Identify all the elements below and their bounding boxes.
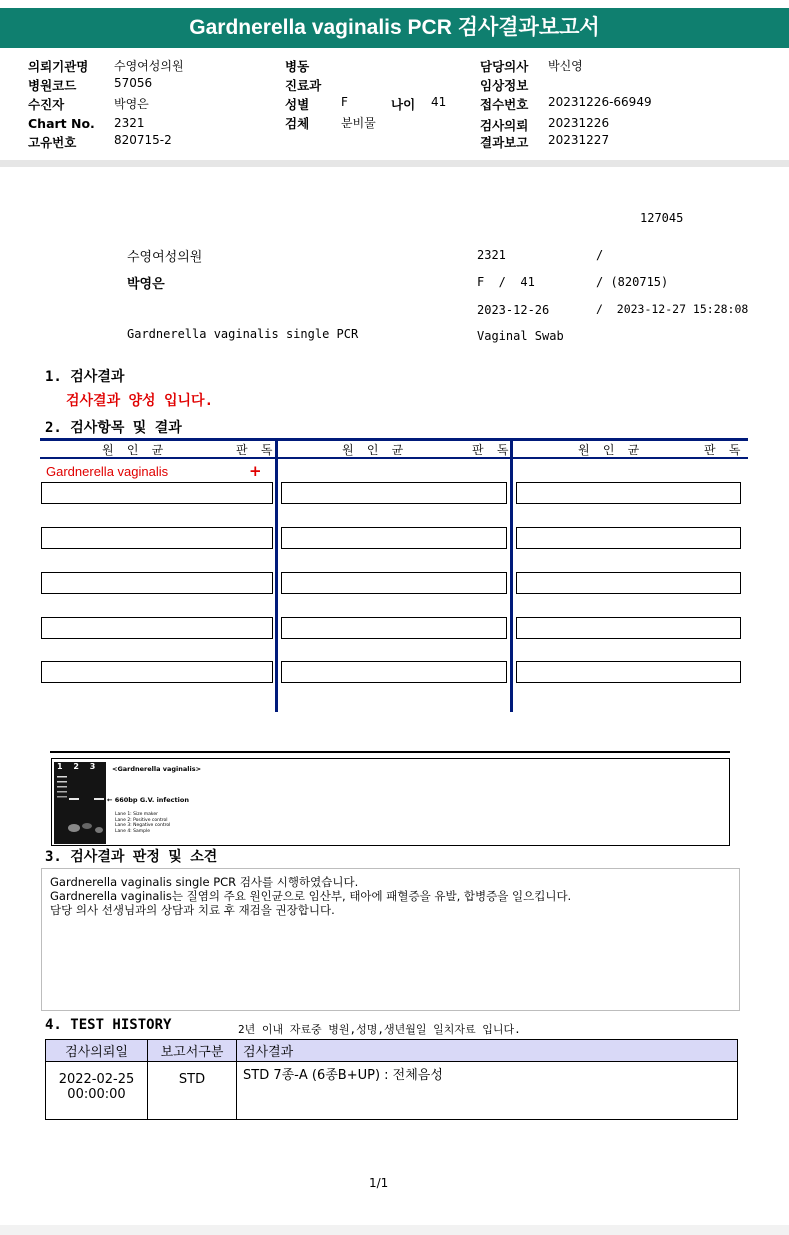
info-patient: 박영은 — [127, 277, 165, 292]
label-specimen: 검체 — [285, 116, 310, 131]
col-pathogen-3: 원 인 균 — [578, 443, 643, 457]
result-cell — [516, 482, 741, 504]
findings-line: Gardnerella vaginalis single PCR 검사를 시행하였습니다. — [50, 875, 359, 889]
report-title: Gardnerella vaginalis PCR 검사결과보고서 — [0, 8, 789, 48]
info-specimen: Vaginal Swab — [477, 329, 564, 343]
header-col-3 — [480, 57, 720, 152]
gel-lane-numbers: 1 2 3 4 — [57, 762, 116, 771]
col-pathogen-1: 원 인 균 — [102, 443, 167, 457]
header-col-2 — [285, 57, 465, 152]
gel-band-label: ← 660bp G.V. infection — [107, 796, 189, 804]
gel-legend-item: Lane 2: Positive control — [115, 817, 168, 823]
section3-title: 3. 검사결과 판정 및 소견 — [45, 849, 218, 865]
result-cell — [516, 572, 741, 594]
gel-legend-item: Lane 3: Negative control — [115, 823, 171, 828]
header-divider — [0, 160, 789, 167]
info-birth: / (820715) — [596, 275, 669, 289]
info-clinic: 수영여성의원 — [127, 250, 203, 265]
cell-request-date — [46, 1062, 148, 1120]
value-patient: 박영은 — [114, 97, 149, 111]
result-cell — [281, 617, 507, 639]
label-clinic: 의뢰기관명 — [28, 59, 89, 74]
label-doctor: 담당의사 — [480, 59, 529, 74]
page-number: 1/1 — [369, 1176, 389, 1190]
label-report-date: 결과보고 — [480, 135, 529, 150]
label-receipt-no: 접수번호 — [480, 97, 529, 112]
label-patient: 수진자 — [28, 97, 65, 112]
result-cell — [41, 617, 273, 639]
value-chart-no: 2321 — [114, 116, 145, 130]
cell-report-type: STD — [148, 1062, 237, 1120]
header-col-1 — [28, 57, 278, 152]
gel-electrophoresis-image — [54, 762, 106, 844]
gel-divider — [50, 751, 730, 753]
section1-result: 검사결과 양성 입니다. — [66, 393, 214, 409]
result-item-name: Gardnerella vaginalis — [46, 464, 169, 479]
gel-legend — [115, 812, 170, 834]
value-request-date: 20231226 — [548, 116, 610, 130]
result-cell — [281, 482, 507, 504]
result-cell — [516, 617, 741, 639]
result-cell — [281, 527, 507, 549]
test-history-table — [45, 1039, 738, 1120]
label-hospital-code: 병원코드 — [28, 78, 77, 93]
findings-line: 담당 의사 선생님과의 상담과 치료 후 재검을 권장합니다. — [50, 903, 335, 917]
info-date-reported: / 2023-12-27 15:28:08 — [596, 302, 749, 316]
gel-title: <Gardnerella vaginalis> — [112, 765, 202, 773]
result-cell — [41, 572, 273, 594]
result-cell — [281, 572, 507, 594]
value-hospital-code: 57056 — [114, 76, 153, 90]
result-cell — [516, 661, 741, 683]
findings-box — [41, 868, 740, 1011]
th-report-type: 보고서구분 — [148, 1040, 237, 1062]
label-request-date: 검사의뢰 — [480, 118, 529, 133]
history-time: 00:00:00 — [67, 1087, 126, 1102]
col-judgement-3: 판 독 — [704, 443, 744, 457]
info-chart: 2321 — [477, 248, 506, 262]
gel-legend-item: Lane 4: Sample — [115, 828, 150, 834]
value-unique-no: 820715-2 — [114, 133, 172, 147]
label-clinical-info: 임상정보 — [480, 78, 529, 93]
result-cell — [516, 527, 741, 549]
value-sex: F — [341, 95, 348, 109]
value-age: 41 — [431, 95, 447, 109]
info-date-received: 2023-12-26 — [477, 303, 550, 317]
label-ward: 병동 — [285, 59, 310, 74]
col-judgement-1: 판 독 — [236, 443, 276, 457]
col-judgement-2: 판 독 — [472, 443, 512, 457]
label-age: 나이 — [391, 97, 416, 112]
table-row — [46, 1062, 738, 1120]
th-result: 검사결과 — [237, 1040, 738, 1062]
section2-title: 2. 검사항목 및 결과 — [45, 420, 182, 436]
section1-title: 1. 검사결과 — [45, 369, 125, 385]
value-specimen: 분비물 — [341, 116, 376, 130]
label-chart-no: Chart No. — [28, 116, 95, 131]
report-code: 127045 — [640, 211, 684, 225]
value-receipt-no: 20231226-66949 — [548, 95, 652, 109]
label-unique-no: 고유번호 — [28, 135, 77, 150]
value-clinic: 수영여성의원 — [114, 59, 184, 73]
results-grid-divider-1 — [275, 438, 278, 712]
result-cell — [41, 527, 273, 549]
table-header-row — [46, 1040, 738, 1062]
findings-line: Gardnerella vaginalis는 질염의 주요 원인균으로 임산부, 태아에 패혈증을 유발, 합병증을 일으킵니다. — [50, 889, 572, 903]
cell-result: STD 7종-A (6종B+UP) : 전체음성 — [237, 1062, 738, 1120]
result-cell — [281, 661, 507, 683]
value-doctor: 박신영 — [548, 59, 583, 73]
gel-legend-item: Lane 1: Size maker — [115, 812, 158, 817]
result-cell — [41, 482, 273, 504]
label-sex: 성별 — [285, 97, 310, 112]
section4-note: 2년 이내 자료중 병원,성명,생년월일 일치자료 입니다. — [238, 1023, 521, 1036]
value-report-date: 20231227 — [548, 133, 610, 147]
results-grid-divider-2 — [510, 438, 513, 712]
info-sex-age: F / 41 — [477, 275, 535, 289]
label-dept: 진료과 — [285, 78, 322, 93]
info-test-name: Gardnerella vaginalis single PCR — [127, 327, 359, 341]
th-request-date: 검사의뢰일 — [46, 1040, 148, 1062]
result-item-value: + — [249, 462, 262, 480]
result-cell — [41, 661, 273, 683]
history-date: 2022-02-25 — [58, 1072, 135, 1087]
info-chart-slash: / — [596, 248, 604, 262]
section4-title: 4. TEST HISTORY — [45, 1017, 172, 1033]
col-pathogen-2: 원 인 균 — [342, 443, 407, 457]
